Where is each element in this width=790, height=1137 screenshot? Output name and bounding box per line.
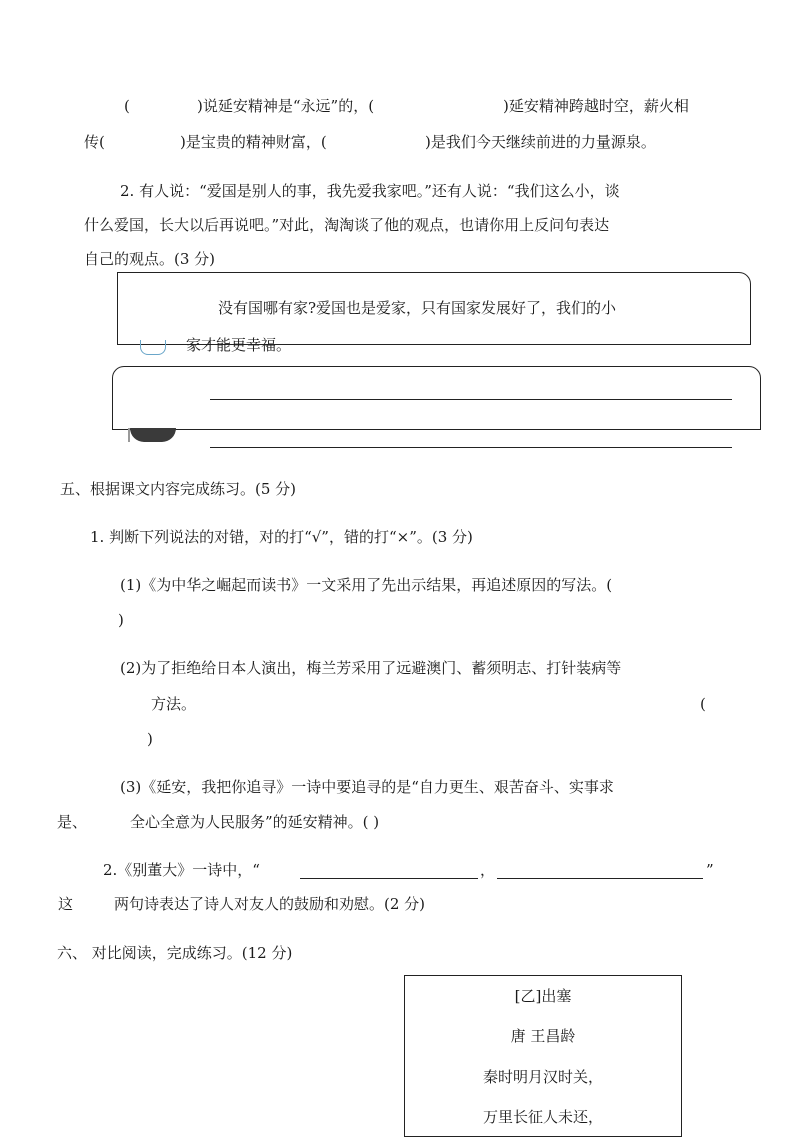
q1-paren-1-open: ( [124, 97, 130, 115]
student-avatar-icon [130, 428, 176, 442]
section-5-heading: 五、根据课文内容完成练习。(5 分) [60, 480, 297, 498]
s5-q2-line2a: 这 [58, 895, 74, 913]
bubble-text-line2: 家才能更幸福。 [186, 336, 292, 354]
poem-line-2: 万里长征人未还， [482, 1108, 603, 1126]
s5-q2-text: 2.《别董大》一诗中，“ [103, 861, 260, 879]
s5-item3-line2b: 全心全意为人民服务”的延安精神。( ) [130, 813, 380, 831]
s5-item2-paren-open: ( [700, 695, 706, 713]
s5-item1-line1: (1)《为中华之崛起而读书》一文采用了先出示结果，再追述原因的写法。( [120, 576, 613, 594]
section-6-heading: 六、 对比阅读，完成练习。(12 分) [57, 944, 293, 962]
answer-line-2[interactable] [210, 447, 732, 448]
s5-q2-comma: ， [480, 861, 496, 879]
s5-item1-paren-close: ) [118, 611, 124, 629]
s5-q2-close-quote: ” [706, 861, 714, 879]
q2-line2: 什么爱国，长大以后再说吧。”对此，淘淘谈了他的观点，也请你用上反问句表达 [84, 216, 610, 234]
q2-line3: 自己的观点。(3 分) [84, 250, 216, 268]
s5-item2-line2: 方法。 [151, 695, 197, 713]
s5-item3-line2a: 是、 [57, 813, 88, 831]
poem-author: 唐 王昌龄 [510, 1027, 576, 1045]
poem-blank-1[interactable] [300, 878, 478, 879]
s5-q2-line2b: 两句诗表达了诗人对友人的鼓励和劝慰。(2 分) [114, 895, 426, 913]
s5-item2-paren-close: ) [147, 730, 153, 748]
poem-line-1: 秦时明月汉时关， [482, 1068, 603, 1086]
s5-item3-line1: (3)《延安，我把你追寻》一诗中要追寻的是“自力更生、艰苦奋斗、实事求 [120, 778, 614, 796]
q1-line2-text-c: )是我们今天继续前进的力量源泉。 [425, 133, 656, 151]
q1-line2-text-a: 传( [84, 133, 105, 151]
q1-line2-text-b: )是宝贵的精神财富，( [180, 133, 327, 151]
q1-line1-text-b: )延安精神跨越时空，薪火相 [503, 97, 689, 115]
child-avatar-icon [140, 340, 166, 355]
answer-line-1[interactable] [210, 399, 732, 400]
poem-title: [乙]出塞 [514, 987, 572, 1005]
poem-box [404, 975, 682, 1137]
bubble-text-line1: 没有国哪有家?爱国也是爱家，只有国家发展好了，我们的小 [218, 299, 617, 317]
s5-q1: 1. 判断下列说法的对错，对的打“√”，错的打“×”。(3 分) [90, 528, 473, 546]
q1-line1-text-a: )说延安精神是“永远”的，( [197, 97, 375, 115]
answer-bubble [112, 366, 761, 430]
s5-item2-line1: (2)为了拒绝给日本人演出，梅兰芳采用了远避澳门、蓄须明志、打针装病等 [120, 659, 622, 677]
poem-blank-2[interactable] [497, 878, 703, 879]
q2-line1: 2. 有人说：“爱国是别人的事，我先爱我家吧。”还有人说：“我们这么小，谈 [120, 182, 620, 200]
